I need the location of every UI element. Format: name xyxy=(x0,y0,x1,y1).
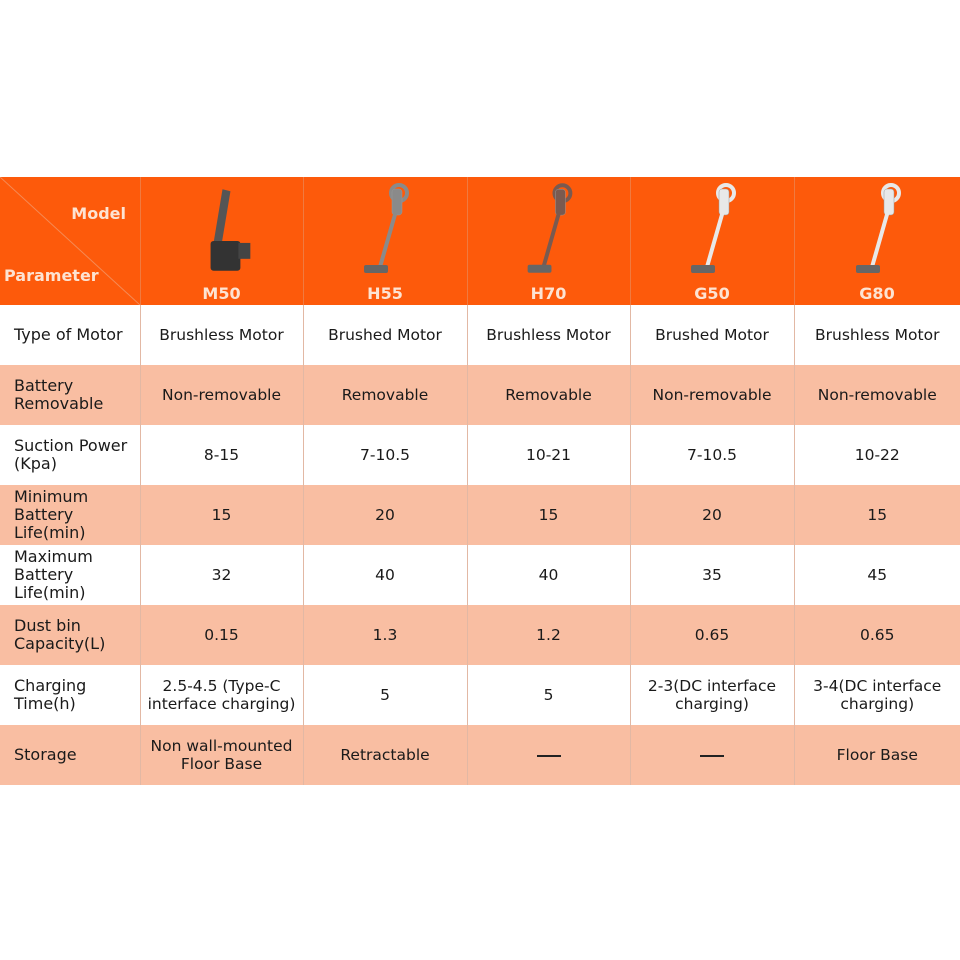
table-row xyxy=(0,365,960,425)
value-cell: 15 xyxy=(467,485,630,545)
value-cell: 5 xyxy=(303,665,467,725)
model-name: G50 xyxy=(694,284,730,303)
value-cell: Brushless Motor xyxy=(140,305,303,365)
table-row xyxy=(0,545,960,605)
model-cell xyxy=(303,177,467,305)
value-cell: 20 xyxy=(303,485,467,545)
model-cell xyxy=(794,177,960,305)
value-cell: Retractable xyxy=(303,725,467,785)
value-cell: 1.3 xyxy=(303,605,467,665)
value-cell: Brushed Motor xyxy=(303,305,467,365)
value-cell: Floor Base xyxy=(794,725,960,785)
value-cell: Brushless Motor xyxy=(467,305,630,365)
dash-mark xyxy=(537,755,561,757)
value-cell: 20 xyxy=(630,485,794,545)
value-cell: 1.2 xyxy=(467,605,630,665)
parameter-name: Type of Motor xyxy=(0,305,140,365)
vacuum-image xyxy=(631,181,794,281)
corner-cell xyxy=(0,177,140,305)
table-row xyxy=(0,665,960,725)
comparison-table xyxy=(0,177,960,785)
vacuum-image xyxy=(141,181,303,281)
value-cell: 0.15 xyxy=(140,605,303,665)
model-cell xyxy=(140,177,303,305)
table-row xyxy=(0,605,960,665)
table-row xyxy=(0,725,960,785)
value-cell: Non-removable xyxy=(630,365,794,425)
value-cell: Non-removable xyxy=(794,365,960,425)
value-cell: 40 xyxy=(303,545,467,605)
value-cell: 15 xyxy=(140,485,303,545)
model-name: M50 xyxy=(202,284,241,303)
table-row xyxy=(0,305,960,365)
value-cell: 35 xyxy=(630,545,794,605)
header-row xyxy=(0,177,960,305)
value-cell: 2-3(DC interface charging) xyxy=(630,665,794,725)
vacuum-image xyxy=(468,181,630,281)
diagonal-divider xyxy=(0,177,140,305)
value-cell: 3-4(DC interface charging) xyxy=(794,665,960,725)
model-cell xyxy=(467,177,630,305)
parameter-name: Battery Removable xyxy=(0,365,140,425)
value-cell: 2.5-4.5 (Type-C interface charging) xyxy=(140,665,303,725)
model-name: G80 xyxy=(859,284,895,303)
value-cell: 40 xyxy=(467,545,630,605)
model-name: H55 xyxy=(367,284,403,303)
value-cell: 5 xyxy=(467,665,630,725)
dash-mark xyxy=(700,755,724,757)
value-cell: Brushed Motor xyxy=(630,305,794,365)
value-cell: Non wall-mounted Floor Base xyxy=(140,725,303,785)
value-cell: 0.65 xyxy=(630,605,794,665)
parameter-name: Maximum Battery Life(min) xyxy=(0,545,140,605)
parameter-name: Storage xyxy=(0,725,140,785)
model-label: Model xyxy=(71,204,126,223)
value-cell: 7-10.5 xyxy=(630,425,794,485)
value-cell: Removable xyxy=(467,365,630,425)
value-cell: 7-10.5 xyxy=(303,425,467,485)
value-cell: 8-15 xyxy=(140,425,303,485)
value-cell: 32 xyxy=(140,545,303,605)
value-cell: Non-removable xyxy=(140,365,303,425)
parameter-name: Dust bin Capacity(L) xyxy=(0,605,140,665)
model-name: H70 xyxy=(530,284,567,303)
value-cell: 10-22 xyxy=(794,425,960,485)
model-cell xyxy=(630,177,794,305)
value-cell xyxy=(467,725,630,785)
value-cell xyxy=(630,725,794,785)
value-cell: Brushless Motor xyxy=(794,305,960,365)
parameter-label: Parameter xyxy=(4,266,99,285)
parameter-name: Charging Time(h) xyxy=(0,665,140,725)
table-row xyxy=(0,485,960,545)
vacuum-image xyxy=(304,181,467,281)
value-cell: 15 xyxy=(794,485,960,545)
value-cell: 10-21 xyxy=(467,425,630,485)
parameter-name: Suction Power (Kpa) xyxy=(0,425,140,485)
table-row xyxy=(0,425,960,485)
parameter-name: Minimum Battery Life(min) xyxy=(0,485,140,545)
value-cell: 0.65 xyxy=(794,605,960,665)
value-cell: 45 xyxy=(794,545,960,605)
value-cell: Removable xyxy=(303,365,467,425)
vacuum-image xyxy=(795,181,960,281)
